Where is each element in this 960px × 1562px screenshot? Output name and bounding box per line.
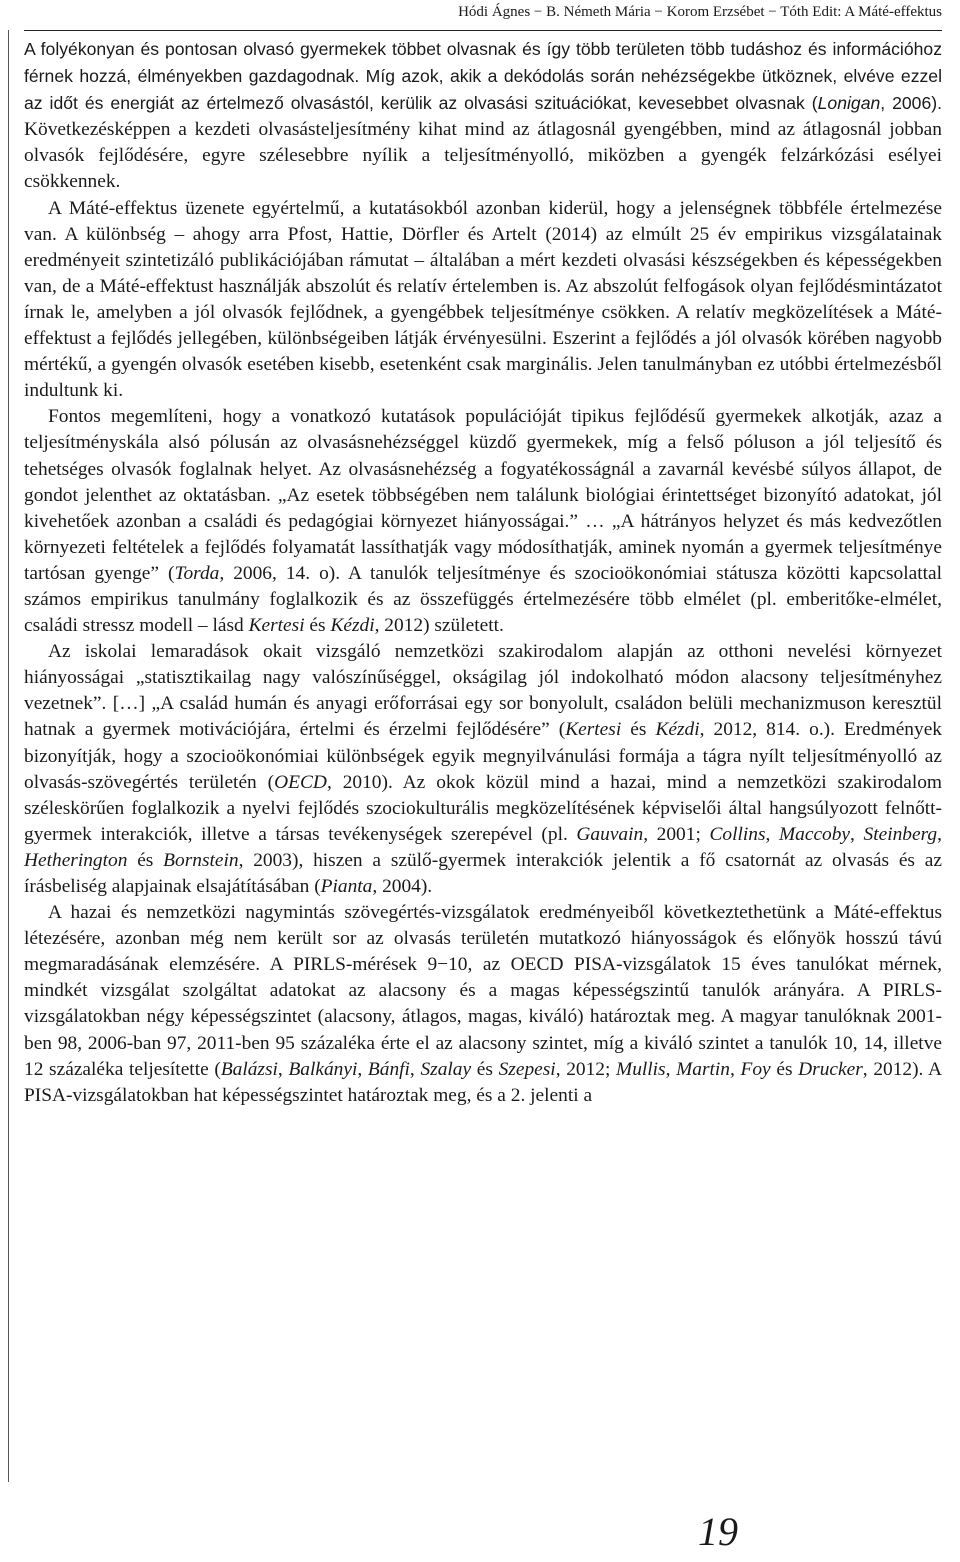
margin-rule — [8, 30, 9, 1482]
citation-name: Balázsi — [220, 1058, 278, 1080]
citation-name: Kézdi — [330, 615, 375, 637]
citation-name: OECD — [274, 771, 327, 793]
text-run: , 2006, 14. o). A tanulók teljesítménye és szocioökonómiai státusza közötti kapcsolattal számos empirikus tanulmány foglalkozik és az összefüggés értelmezésére több elmélet (pl. emberitőke-elmélet, családi stressz modell – lásd — [24, 562, 943, 637]
paragraph — [24, 196, 942, 405]
running-header: Hódi Ágnes − B. Németh Mária − Korom Erzsébet − Tóth Edit: A Máté-effektus — [458, 4, 942, 20]
text-run: A Máté-effektus üzenete egyértelmű, a kutatásokból azonban kiderül, hogy a jelenségnek többféle értelmezése van. A különbség – ahogy arra Pfost, Hattie, Dörfler és Artelt (2014) az elmúlt 25 év empirikus vizsgálatainak eredményeit szintetizáló publikációjában rámutat – általában a mért kezdeti olvasási készségekben és képességekben van, de a Máté-effektust használják abszolút és relatív értelemben is. Az abszolút felfogások olyan fejlődésmintázatot írnak le, amelyben a jól olvasók fejlődnek, a gyengébbek teljesítménye csökken. A relatív megközelítések a Máté-effektust a fejlődés jellegében, különbségeiben látják érvényesülni. Eszerint a fejlődés a jól olvasók körében nagyobb mértékű, a gyengén olvasók esetében kisebb, esetenként csak marginális. Jelen tanulmányban ez utóbbi értelmezésből indultunk ki. — [24, 197, 942, 402]
citation-name: Steinberg — [863, 823, 938, 845]
text-run: , 2010). Az okok közül mind a hazai, mind a nemzetközi szakirodalom széleskörűen foglalkozik a nyelvi fejlődés szociokulturális megközelítésének képviselői által hangsúlyozott felnőtt-gyermek interakciók, illetve a társas tevékenységek szerepével (pl. — [24, 771, 942, 845]
text-run: , — [765, 823, 779, 845]
citation-name: Kézdi — [655, 719, 700, 741]
citation-name: Kertesi — [248, 615, 305, 637]
text-run: , 2012) született. — [374, 615, 504, 637]
citation-name: Bornstein — [163, 849, 239, 871]
text-run: Következésképpen a kezdeti olvasásteljesítmény kihat mind az átlagosnál gyengébben, mind az átlagosnál jobban olvasók fejlődésére, egyre szélesebbre nyílik a teljesítményolló, miközben a gyengék felzárkózási esélyei csökkennek. — [24, 119, 942, 193]
text-run: és — [770, 1058, 799, 1080]
page-number: 19 — [698, 1509, 738, 1554]
citation-name: Szalay — [420, 1058, 472, 1080]
citation-name: Collins — [709, 823, 766, 845]
text-run: , — [665, 1058, 677, 1080]
citation-name: Hetherington — [24, 849, 128, 871]
citation-name: Gauvain — [576, 823, 644, 845]
citation-name: Bánfi — [367, 1058, 410, 1080]
text-run: és — [304, 615, 331, 637]
text-run: , 2012; — [555, 1058, 617, 1080]
text-run: és — [471, 1058, 499, 1080]
citation-name: Lonigan — [817, 93, 881, 114]
paragraph — [24, 900, 942, 1109]
text-run: , 2003), hiszen a szülő-gyermek interakciók jelentik a fő csatornát az olvasás és az írásbeliség alapjainak elsajátításában ( — [24, 849, 942, 897]
citation-name: Maccoby — [778, 823, 851, 845]
text-run: , 2001; — [643, 823, 710, 845]
text-run: A folyékonyan és pontosan olvasó gyermekek többet olvasnak és így több területen több tudáshoz és információhoz férnek hozzá, élményekben gazdagodnak. Míg azok, akik a dekódolás során nehézségekbe ütköznek, elvéve ezzel az időt és energiát az értelmező olvasástól, kerülik az olvasási szituációkat, kevesebbet olvasnak ( — [24, 39, 942, 114]
text-run: Az iskolai lemaradások okait vizsgáló nemzetközi szakirodalom alapján az otthoni nevelési környezet hiányosságai „statisztikailag nagy valószínűséggel, okságilag jól indokolható módon alacsony teljesítményhez vezetnek”. […] „A család humán és anyagi erőforrásai egy sor bonyolult, családon belüli mechanizmuson keresztül hatnak a gyermek motivációjára, értelmi és érzelmi fejlődésére” ( — [24, 641, 942, 741]
text-run: , — [937, 823, 942, 845]
text-run: , — [357, 1058, 368, 1080]
text-run: A hazai és nemzetközi nagymintás szövegértés-vizsgálatok eredményeiből következtethetünk a Máté-effektus létezésére, azonban még nem került sor az olvasás területén mutatkozó hiányosságok és előnyök hosszú távú megmaradásának elemzésére. A PIRLS-mérések 9−10, az OECD PISA-vizsgálatok 15 éves tanulókat mérnek, mindkét vizsgálat szolgáltat adatokat az alacsony és a magas képességszintű tanulók arányára. A PIRLS-vizsgálatokban négy képességszintet (alacsony, átlagos, magas, kiváló) határoztak meg. A magyar tanulóknak 2001-ben 98, 2006-ban 97, 2011-ben 95 százaléka érte el az alacsony szintet, míg a kiváló szintet a tanulók 10, 14, illetve 12 százaléka teljesítette ( — [24, 902, 942, 1080]
citation-name: Kertesi — [565, 719, 622, 741]
citation-name: Mullis — [616, 1058, 666, 1080]
text-run: , 2006). — [880, 93, 943, 114]
citation-name: Torda — [174, 562, 220, 584]
paragraph — [24, 36, 942, 196]
citation-name: Szepesi — [498, 1058, 556, 1080]
text-run: , — [850, 823, 864, 845]
text-run: és — [621, 719, 656, 741]
text-run: és — [127, 849, 164, 871]
text-run: , 2012). A PISA-vizsgálatokban hat képességszintet határoztak meg, és a 2. jelenti a — [24, 1058, 943, 1106]
text-run: , — [277, 1058, 289, 1080]
text-run: , 2012, 814. o.). Eredmények bizonyítják, hogy a szocioökonómiai különbségek egyik megnyilvánulási formája a tágra nyílt teljesítményolló az olvasás-szövegértés területén ( — [24, 719, 942, 793]
citation-name: Drucker — [798, 1058, 863, 1080]
paragraph — [24, 639, 942, 900]
text-run: Fontos megemlíteni, hogy a vonatkozó kutatások populációját tipikus fejlődésű gyermekek alkotják, azaz a teljesítményskála alsó pólusán az olvasásnehézséggel küzdő gyermekek, míg a felső póluson a jól teljesítő és tehetséges olvasók foglalnak helyet. Az olvasásnehézség a fogyatékosságnál a zavarnál kevésbé súlyos állapot, de gondot jelenthet az oktatásban. „Az esetek többségében nem találunk biológiai érintettséget bizonyító adatokat, jól kivehetőek azonban a családi és pedagógiai környezet hiányosságai.” … „A hátrányos helyzet és más kedvezőtlen környezeti feltételek a fejlődés folyamatát lassíthatják vagy módosíthatják, aminek nyomán a gyermek teljesítménye tartósan gyenge” ( — [24, 406, 942, 584]
citation-name: Balkányi — [288, 1058, 358, 1080]
paragraph — [24, 404, 942, 639]
body-text — [24, 36, 942, 1109]
text-run: , — [409, 1058, 421, 1080]
text-run: , 2004). — [372, 876, 433, 897]
header-rule — [24, 30, 942, 31]
citation-name: Martin, Foy — [676, 1058, 771, 1080]
citation-name: Pianta — [320, 876, 373, 897]
